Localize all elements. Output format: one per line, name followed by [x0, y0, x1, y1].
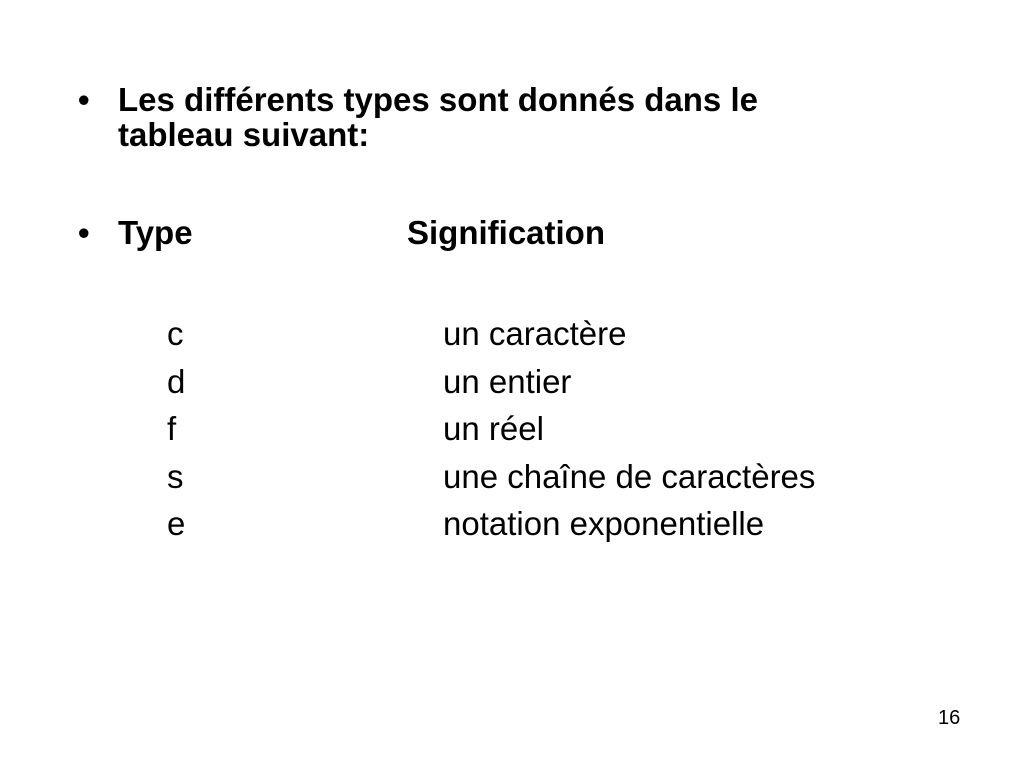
type-code: f — [167, 410, 177, 447]
type-meaning: un caractère — [443, 315, 627, 352]
intro-bullet — [78, 82, 938, 162]
table-row — [167, 310, 967, 358]
type-code: c — [167, 315, 184, 352]
table-row — [167, 453, 967, 501]
intro-line-2: tableau suivant: — [118, 116, 370, 153]
intro-line-1: Les différents types sont donnés dans le — [118, 81, 758, 118]
type-code: d — [167, 362, 186, 400]
type-table — [167, 310, 967, 548]
bullet-dot-icon: • — [78, 214, 90, 251]
header-signification: Signification — [407, 214, 605, 251]
type-meaning: une chaîne de caractères — [443, 457, 816, 495]
table-row — [167, 405, 967, 453]
page-number: 16 — [938, 707, 961, 729]
intro-text — [118, 82, 758, 152]
table-row — [167, 500, 967, 548]
type-meaning: notation exponentielle — [443, 505, 765, 542]
type-meaning: un réel — [443, 410, 544, 447]
type-meaning: un entier — [443, 362, 572, 400]
table-header-bullet — [78, 215, 938, 255]
type-code: s — [167, 457, 184, 495]
header-type: Type — [118, 214, 193, 251]
table-row — [167, 358, 967, 406]
bullet-dot-icon: • — [78, 81, 90, 118]
type-code: e — [167, 505, 186, 542]
